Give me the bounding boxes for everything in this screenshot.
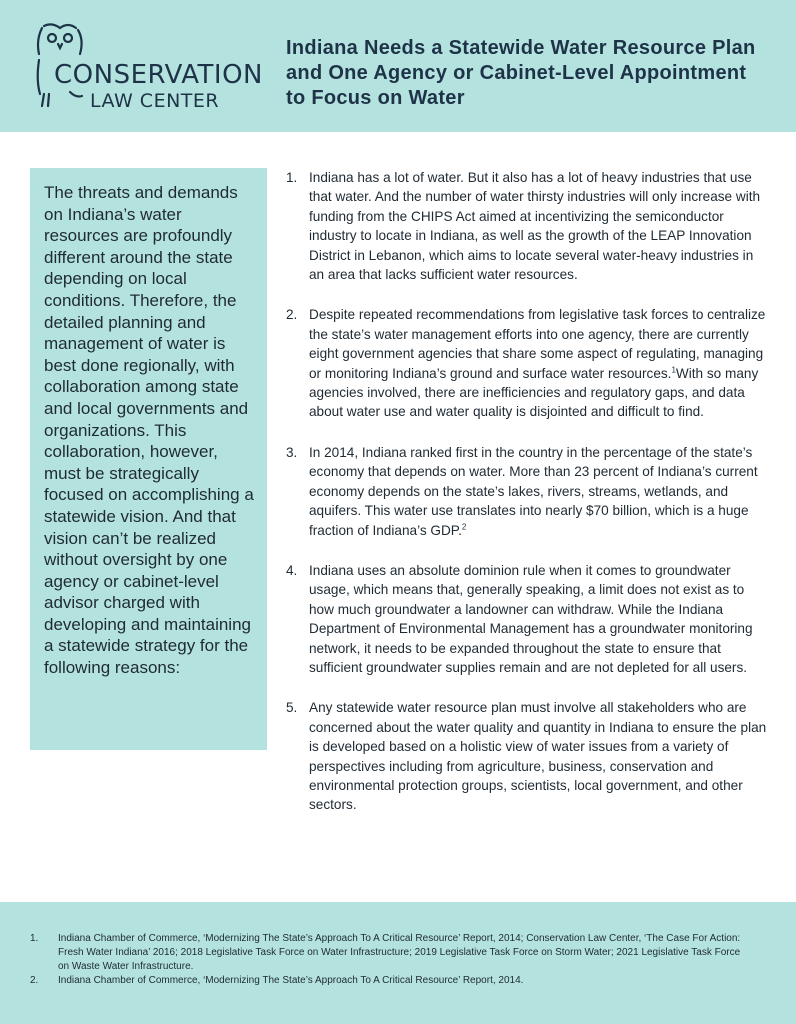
footnotes-list: [30, 932, 750, 988]
item-number: 1.: [286, 170, 298, 185]
footnote: [30, 932, 750, 974]
reasons-list: [286, 168, 771, 836]
list-item: [286, 698, 771, 814]
footnote-text: Indiana Chamber of Commerce, ‘Modernizing The State’s Approach To A Critical Resource’ Report, 2014.: [58, 975, 524, 986]
organization-logo: [30, 20, 263, 120]
list-item: [286, 305, 771, 421]
sidebar-text: The threats and demands on Indiana’s water resources are profoundly different around the state depending on local conditions. Therefore, the detailed planning and management of water is best done regionally, with collaboration among state and local governments and organizations. This collaboration, however, must be strategically focused on accomplishing a statewide vision. And that vision can’t be realized without oversight by one agency or cabinet-level advisor charged with developing and maintaining a statewide strategy for the following reasons:: [44, 183, 254, 678]
list-item: [286, 443, 771, 540]
item-number: 2.: [286, 307, 298, 323]
footnotes-panel: [0, 902, 796, 1024]
item-text: Indiana has a lot of water. But it also has a lot of heavy industries that use that water. And the number of water thirsty industries will only increase with funding from the CHIPS Act aimed at incentivizing the semiconductor industry to locate in Indiana, as well as the growth of the LEAP Innovation District in Lebanon, which aims to locate several water-heavy industries in an area that lacks sufficient water resources.: [309, 170, 761, 283]
list-item: [286, 168, 771, 284]
footnote-ref: 2: [461, 521, 467, 531]
header-banner: [0, 0, 796, 132]
item-number: 4.: [286, 562, 298, 578]
item-text: With so many agencies involved, there are inefficiencies and regulatory gaps, and data about water use and water quality is disjointed and difficult to find.: [309, 365, 759, 420]
footnote-number: 2.: [30, 975, 39, 986]
item-text: Indiana uses an absolute dominion rule when it comes to groundwater usage, which means that, generally speaking, a limit does not exist as to how much groundwater a landowner can withdraw. While the Indiana Department of Environmental Management has a groundwater monitoring network, it needs to be expanded throughout the state to ensure that sufficient groundwater supplies remain and are not depleted for all users.: [309, 562, 753, 675]
footnote-number: 1.: [30, 933, 39, 944]
item-number: 5.: [286, 700, 298, 716]
item-text: In 2014, Indiana ranked first in the country in the percentage of the state’s economy that depends on water. More than 23 percent of Indiana’s current economy depends on the state’s lakes, rivers, streams, wetlands, and aquifers. This water use translates into nearly $70 billion, which is a huge fraction of Indiana’s GDP.: [309, 444, 758, 538]
item-text: Despite repeated recommendations from legislative task forces to centralize the state’s water management efforts into one agency, there are currently eight government agencies that share some aspect of regulating, managing or monitoring Indiana’s ground and surface water resources.: [309, 307, 766, 381]
item-number: 3.: [286, 444, 298, 460]
logo-subname: LAW CENTER: [90, 90, 220, 112]
sidebar-callout: [30, 168, 267, 750]
footnote-ref: 1: [671, 365, 676, 375]
footnote-text: Indiana Chamber of Commerce, ‘Modernizing The State’s Approach To A Critical Resource’ Report, 2014; Conservation Law Center, ‘The Case For Action: Fresh Water Indiana’ 2016; 2018 Legislative Task Force on Water Infrastructure; 2019 Legislative Task Force on Storm Water; 2021 Legislative Task Force on Waste Water Infrastructure.: [58, 933, 741, 972]
logo-name: CONSERVATION: [54, 60, 263, 90]
item-text: Any statewide water resource plan must involve all stakeholders who are concerned about the water quality and quantity in Indiana to ensure the plan is developed based on a holistic view of water issues from a variety of perspectives including from agriculture, business, conservation and environmental protection groups, scientists, local government, and other sectors.: [309, 700, 767, 813]
page-title: Indiana Needs a Statewide Water Resource Plan and One Agency or Cabinet-Level Appointment to Focus on Water: [286, 37, 756, 109]
list-item: [286, 561, 771, 677]
footnote: [30, 974, 750, 988]
